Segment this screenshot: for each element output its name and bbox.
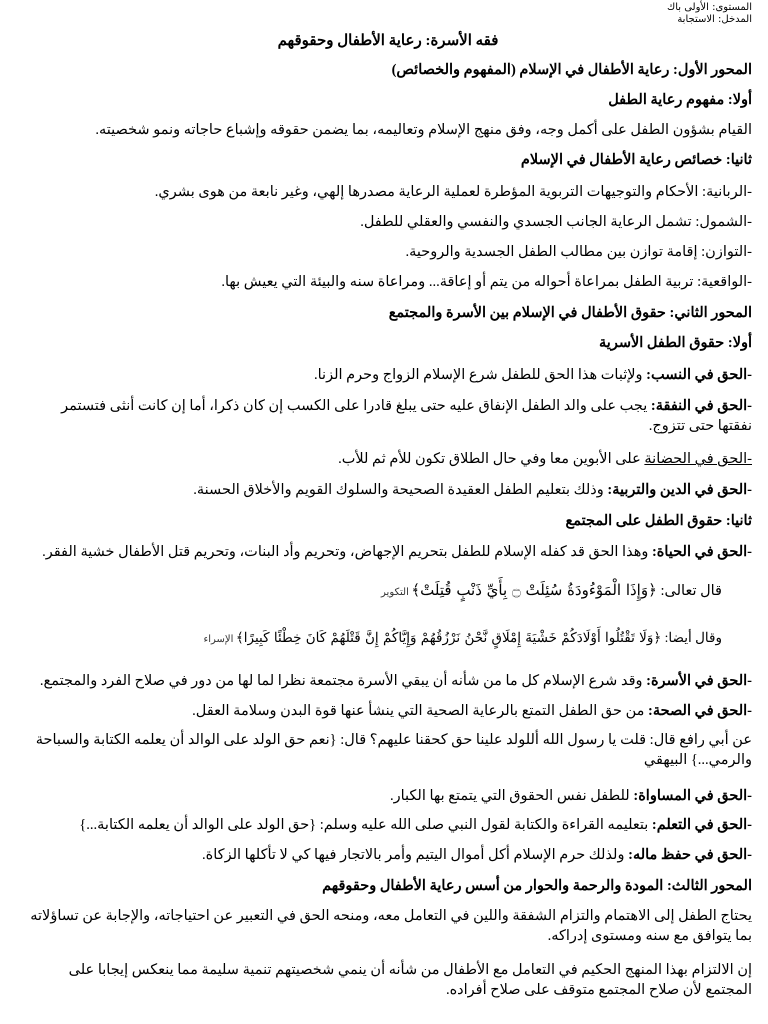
right-text: وهذا الحق قد كفله الإسلام للطفل بتحريم الإجهاض، وتحريم وأد البنات، وتحريم قتل الأطفال خشية الفقر. — [42, 544, 652, 560]
right-text: وذلك بتعليم الطفل العقيدة الصحيحة والسلوك القويم والأخلاق الحسنة. — [193, 482, 608, 498]
axis3-paragraph: يحتاج الطفل إلى الاهتمام والتزام الشفقة واللين في التعامل معه، ومنحه الحق في التعبير عن احتياجاته، والإجابة عن تساؤلاته بما يتوافق مع سنه ومستوى إدراكه. — [30, 908, 752, 944]
society-right-item — [24, 701, 752, 721]
quote-ref: الإسراء — [203, 634, 236, 645]
family-right-item — [24, 480, 752, 500]
right-text: بتعليمه القراءة والكتابة لقول النبي صلى الله عليه وسلم: {حق الولد على الوالد أن يعلمه الكتابة...} — [79, 817, 652, 833]
right-label: -الحق في الدين والتربية: — [607, 482, 752, 498]
society-right-item — [24, 671, 752, 691]
right-label: -الحق في النسب: — [646, 367, 752, 383]
axis2-sub1: أولا: حقوق الطفل الأسرية — [599, 335, 752, 351]
document-page — [24, 0, 752, 1024]
family-right-item — [24, 449, 752, 469]
trait-item: -الشمول: تشمل الرعاية الجانب الجسدي والنفسي والعقلي للطفل. — [360, 214, 752, 230]
right-text: للطفل نفس الحقوق التي يتمتع بها الكبار. — [390, 788, 634, 804]
axis2-heading: المحور الثاني: حقوق الأطفال في الإسلام بين الأسرة والمجتمع — [388, 305, 752, 321]
right-label: -الحق في حفظ ماله: — [628, 847, 752, 863]
quote-ref: التكوير — [381, 587, 412, 598]
trait-item: -التوازن: إقامة توازن بين مطالب الطفل الجسدية والروحية. — [405, 244, 752, 260]
axis1-definition: القيام بشؤون الطفل على أكمل وجه، وفق منهج الإسلام وتعاليمه، بما يضمن حقوقه وإشباع حاجاته ونمو شخصيته. — [95, 122, 752, 138]
right-text: ولإثبات هذا الحق للطفل شرع الإسلام الزواج وحرم الزنا. — [313, 367, 647, 383]
page-title: فقه الأسرة: رعاية الأطفال وحقوقهم — [277, 33, 499, 49]
right-text: من حق الطفل التمتع بالرعاية الصحية التي ينشأ عنها قوة البدن وسلامة العقل. — [192, 703, 649, 719]
axis1-heading: المحور الأول: رعاية الأطفال في الإسلام (المفهوم والخصائص) — [391, 62, 752, 78]
right-text: يجب على والد الطفل الإنفاق عليه حتى يبلغ قادرا على الكسب إن كان ذكرا، أما إن كانت أنثى فتستمر نفقتها حتى تتزوج. — [61, 398, 752, 434]
right-label: -الحق في الصحة: — [648, 703, 752, 719]
right-text: على الأبوين معا وفي حال الطلاق تكون للأم ثم للأب. — [338, 451, 645, 467]
trait-item: -الواقعية: تربية الطفل بمراعاة أحواله من يتم أو إعاقة... ومراعاة سنه والبيئة التي يعيش بها. — [221, 274, 752, 290]
society-right-item — [24, 845, 752, 865]
axis3-paragraph: إن الالتزام بهذا المنهج الحكيم في التعامل مع الأطفال من شأنه أن ينمي شخصيتهم تنمية سليمة مما ينعكس إيجابا على المجتمع لأن صلاح المجتمع متوقف على صلاح أفراده. — [68, 962, 752, 998]
right-label: -الحق في النفقة: — [650, 398, 752, 414]
life-right — [24, 542, 752, 562]
axis3-heading: المحور الثالث: المودة والرحمة والحوار من أسس رعاية الأطفال وحقوقهم — [322, 878, 752, 894]
right-label: -الحق في الحياة: — [651, 544, 752, 560]
right-label: -الحق في التعلم: — [651, 817, 752, 833]
right-label: -الحق في الحضانة — [644, 451, 752, 467]
quote-intro: وقال أيضا: — [661, 630, 722, 645]
right-label: -الحق في المساواة: — [633, 788, 752, 804]
society-right-item — [24, 815, 752, 835]
quote-intro: قال تعالى: — [656, 583, 722, 599]
document-meta — [667, 2, 752, 26]
trait-item: -الربانية: الأحكام والتوجيهات التربوية المؤطرة لعملية الرعاية مصدرها إلهي، وغير نابعة من هوى بشري. — [154, 184, 752, 200]
society-right-item — [24, 786, 752, 806]
axis1-sub1: أولا: مفهوم رعاية الطفل — [608, 92, 752, 108]
right-text: وقد شرع الإسلام كل ما من شأنه أن يبقي الأسرة مجتمعة نظرا لما لها من دور في صلاح الفرد والمجتمع. — [39, 673, 647, 689]
right-label: -الحق في الأسرة: — [646, 673, 752, 689]
axis2-sub2: ثانيا: حقوق الطفل على المجتمع — [565, 513, 752, 529]
axis1-sub2: ثانيا: خصائص رعاية الأطفال في الإسلام — [520, 152, 752, 168]
family-right-item — [24, 365, 752, 385]
hadith-text: عن أبي رافع قال: قلت يا رسول الله أللولد علينا حق كحقنا عليهم؟ قال: {نعم حق الولد على الوالد أن يعلمه الكتابة والسباحة والرمي...} البيهقي — [35, 732, 752, 768]
level-label: المستوى: الأولى باك — [666, 2, 752, 13]
quote-ayah: ﴿وَلَا تَقْتُلُوا أَوْلَادَكُمْ خَشْيَةَ إِمْلَاقٍ نَّحْنُ نَرْزُقُهُمْ وَإِيَّاكُمْ إِنَّ قَتْلَهُمْ كَانَ خِطْئًا كَبِيرًا﴾ — [235, 630, 662, 646]
quote-ayah: ﴿وَإِذَا الْمَوْءُودَةُ سُئِلَتْ ۝ بِأَيِّ ذَنْبٍ قُتِلَتْ﴾ — [411, 581, 657, 599]
family-right-item — [24, 396, 752, 436]
quran-quote-2 — [24, 628, 722, 650]
quran-quote-1 — [24, 580, 722, 603]
right-text: ولذلك حرم الإسلام أكل أموال اليتيم وأمر بالاتجار فيها كي لا تأكلها الزكاة. — [202, 847, 629, 863]
entry-label: المدخل: الاستجابة — [677, 14, 752, 25]
